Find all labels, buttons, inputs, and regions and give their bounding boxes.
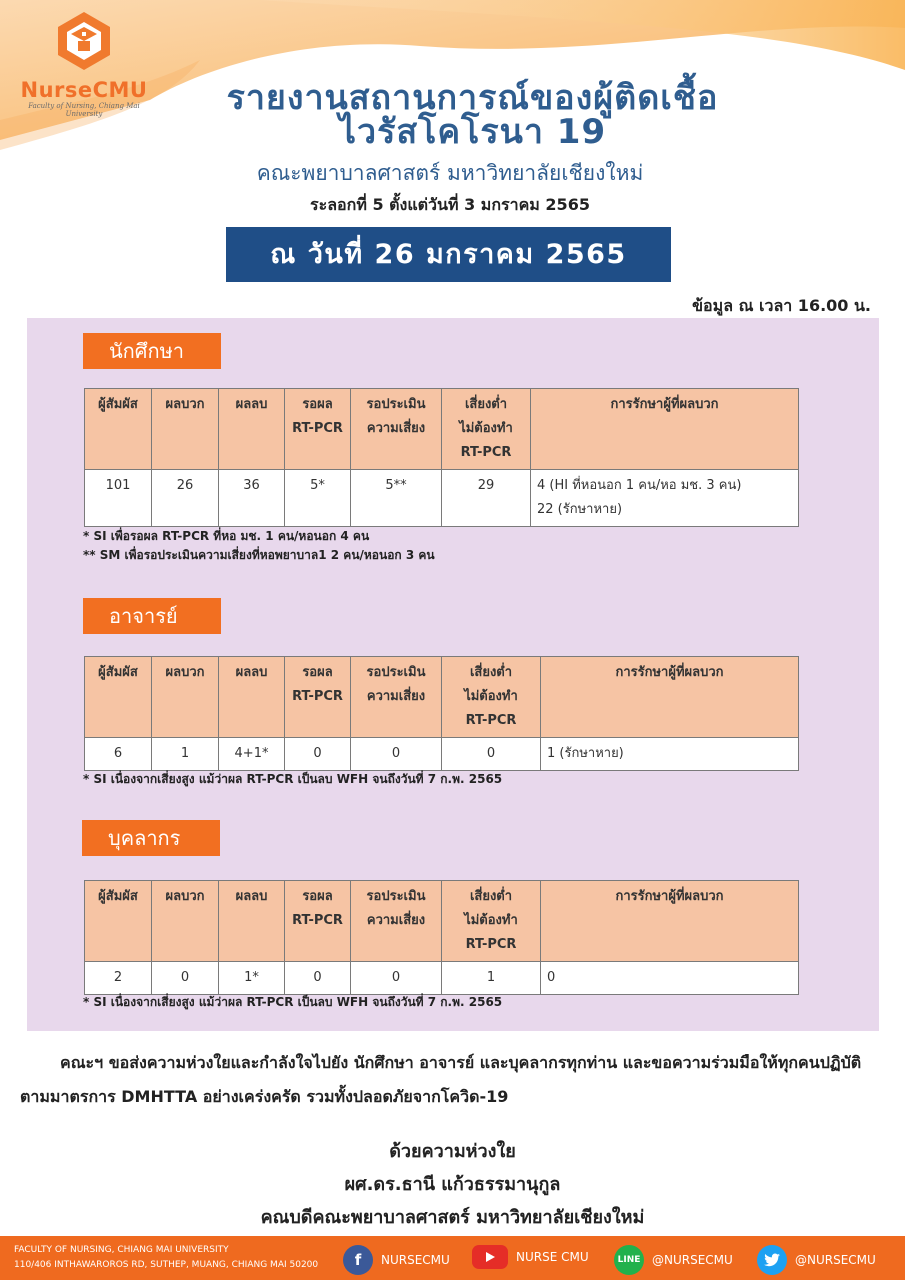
- twitter-link[interactable]: @NURSECMU: [757, 1245, 876, 1275]
- students-assess: 5**: [351, 470, 442, 527]
- col-negative: ผลลบ: [219, 657, 285, 738]
- faculty-negative: 4+1*: [219, 738, 285, 771]
- logo-name: NurseCMU: [20, 78, 148, 102]
- table-row: [85, 470, 799, 527]
- col-treatment: การรักษาผู้ที่ผลบวก: [531, 389, 799, 470]
- report-date-box: ณ วันที่ 26 มกราคม 2565: [226, 227, 671, 282]
- staff-table: [84, 880, 799, 995]
- table-header-row: [85, 389, 799, 470]
- faculty-treatment: 1 (รักษาหาย): [541, 738, 799, 771]
- students-treatment: 4 (HI ที่หอนอก 1 คน/หอ มช. 3 คน) 22 (รักษาหาย): [531, 470, 799, 527]
- faculty-low: 0: [442, 738, 541, 771]
- faculty-positive: 1: [152, 738, 219, 771]
- staff-await: 0: [285, 962, 351, 995]
- closing-message: คณะฯ ขอส่งความห่วงใยและกำลังใจไปยัง นักศึกษา อาจารย์ และบุคลากรทุกท่าน และขอความร่วมมือให้ทุกคนปฏิบัติตามมาตรการ DMHTTA อย่างเคร่งครัด รวมทั้งปลอดภัยจากโควิด-19: [20, 1053, 862, 1106]
- col-negative: ผลลบ: [219, 389, 285, 470]
- section-label-faculty: อาจารย์: [83, 598, 221, 634]
- staff-positive: 0: [152, 962, 219, 995]
- col-positive: ผลบวก: [152, 389, 219, 470]
- staff-assess: 0: [351, 962, 442, 995]
- students-note-1: * SI เพื่อรอผล RT-PCR ที่หอ มช. 1 คน/หอนอก 4 คน: [83, 529, 370, 543]
- staff-low: 1: [442, 962, 541, 995]
- staff-note: * SI เนื่องจากเสี่ยงสูง แม้ว่าผล RT-PCR เป็นลบ WFH จนถึงวันที่ 7 ก.พ. 2565: [83, 995, 503, 1009]
- col-treatment: การรักษาผู้ที่ผลบวก: [541, 881, 799, 962]
- youtube-icon: [472, 1245, 508, 1269]
- students-note-2: ** SM เพื่อรอประเมินความเสี่ยงที่หอพยาบาล1 2 คน/หอนอก 3 คน: [83, 548, 435, 562]
- col-low-risk: เสี่ยงต่ำ ไม่ต้องทำ RT-PCR: [442, 389, 531, 470]
- table-header-row: [85, 657, 799, 738]
- faculty-await: 0: [285, 738, 351, 771]
- logo-subtitle: Faculty of Nursing, Chiang Mai University: [28, 102, 140, 118]
- footer-address: FACULTY OF NURSING, CHIANG MAI UNIVERSITY 110/406 INTHAWAROROS RD, SUTHEP, MUANG, CHIANG MAI 50200: [14, 1245, 319, 1270]
- section-label-students: นักศึกษา: [83, 333, 221, 369]
- youtube-link[interactable]: NURSE CMU: [472, 1245, 589, 1269]
- col-negative: ผลลบ: [219, 881, 285, 962]
- col-positive: ผลบวก: [152, 657, 219, 738]
- facebook-icon: f: [343, 1245, 373, 1275]
- students-negative: 36: [219, 470, 285, 527]
- line-icon: LINE: [614, 1245, 644, 1275]
- closing-regards: ด้วยความห่วงใย: [389, 1141, 516, 1162]
- staff-treatment: 0: [541, 962, 799, 995]
- students-positive: 26: [152, 470, 219, 527]
- col-contact: ผู้สัมผัส: [85, 881, 152, 962]
- col-await-assessment: รอประเมิน ความเสี่ยง: [351, 389, 442, 470]
- twitter-icon: [757, 1245, 787, 1275]
- report-title-line2: ไวรัสโคโรนา 19: [338, 112, 607, 152]
- report-title-line1: รายงานสถานการณ์ของผู้ติดเชื้อ: [226, 78, 719, 118]
- students-contact: 101: [85, 470, 152, 527]
- line-link[interactable]: LINE @NURSECMU: [614, 1245, 733, 1275]
- staff-negative: 1*: [219, 962, 285, 995]
- footer-bar: [0, 1236, 905, 1280]
- col-await-rtpcr: รอผล RT-PCR: [285, 657, 351, 738]
- nursecmu-logo: [14, 10, 154, 118]
- col-positive: ผลบวก: [152, 881, 219, 962]
- col-await-rtpcr: รอผล RT-PCR: [285, 881, 351, 962]
- col-contact: ผู้สัมผัส: [85, 389, 152, 470]
- faculty-assess: 0: [351, 738, 442, 771]
- students-low: 29: [442, 470, 531, 527]
- table-row: [85, 962, 799, 995]
- staff-contact: 2: [85, 962, 152, 995]
- col-low-risk: เสี่ยงต่ำ ไม่ต้องทำ RT-PCR: [442, 881, 541, 962]
- col-await-rtpcr: รอผล RT-PCR: [285, 389, 351, 470]
- facebook-link[interactable]: f NURSECMU: [343, 1245, 450, 1275]
- faculty-table: [84, 656, 799, 771]
- faculty-contact: 6: [85, 738, 152, 771]
- faculty-subtitle: คณะพยาบาลศาสตร์ มหาวิทยาลัยเชียงใหม่: [256, 161, 644, 185]
- signer-name: ผศ.ดร.ธานี แก้วธรรมานุกูล: [344, 1174, 561, 1195]
- students-await: 5*: [285, 470, 351, 527]
- col-await-assessment: รอประเมิน ความเสี่ยง: [351, 881, 442, 962]
- faculty-note: * SI เนื่องจากเสี่ยงสูง แม้ว่าผล RT-PCR เป็นลบ WFH จนถึงวันที่ 7 ก.พ. 2565: [83, 772, 503, 786]
- table-header-row: [85, 881, 799, 962]
- table-row: [85, 738, 799, 771]
- col-low-risk: เสี่ยงต่ำ ไม่ต้องทำ RT-PCR: [442, 657, 541, 738]
- section-label-staff: บุคลากร: [82, 820, 220, 856]
- signer-position: คณบดีคณะพยาบาลศาสตร์ มหาวิทยาลัยเชียงใหม่: [260, 1207, 645, 1228]
- col-contact: ผู้สัมผัส: [85, 657, 152, 738]
- wave-round-text: ระลอกที่ 5 ตั้งแต่วันที่ 3 มกราคม 2565: [310, 195, 590, 214]
- col-treatment: การรักษาผู้ที่ผลบวก: [541, 657, 799, 738]
- data-as-of-time: ข้อมูล ณ เวลา 16.00 น.: [692, 296, 871, 315]
- students-table: [84, 388, 799, 527]
- col-await-assessment: รอประเมิน ความเสี่ยง: [351, 657, 442, 738]
- nursecmu-logo-icon: [53, 10, 115, 72]
